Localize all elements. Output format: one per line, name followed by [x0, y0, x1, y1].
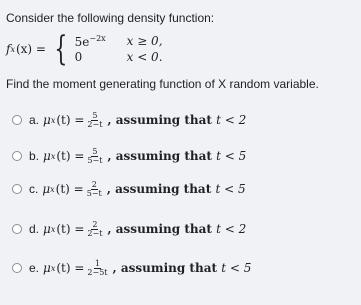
radio-button[interactable] [12, 184, 22, 194]
option-letter: b. [29, 149, 40, 163]
brace-symbol: { [54, 29, 68, 69]
answer-option[interactable] [12, 181, 246, 197]
question-prompt: Find the moment generating function of X random variable. [6, 77, 319, 91]
case1-value: $5e^{-2x}$ [74, 34, 106, 49]
radio-button[interactable] [12, 224, 22, 234]
answer-option[interactable] [12, 112, 246, 128]
option-letter: a. [29, 113, 40, 127]
fraction: $\frac{2}{5-t}$ [86, 179, 102, 198]
fraction: $\frac{5}{5-t}$ [87, 146, 103, 165]
func-subscript: x [10, 44, 15, 54]
question-intro: Consider the following density function: [6, 11, 215, 25]
fraction: $\frac{2}{2-t}$ [87, 219, 103, 238]
answer-option[interactable] [12, 148, 246, 164]
case1-condition: x ≥ 0, [126, 34, 163, 48]
option-assumption: , assuming that t < 2 [107, 113, 247, 127]
func-arg: (x) = [15, 42, 46, 56]
option-letter: d. [29, 222, 40, 236]
option-assumption: , assuming that t < 5 [107, 149, 247, 163]
fraction: $\frac{5}{2-t}$ [87, 110, 103, 129]
radio-button[interactable] [12, 263, 22, 273]
density-function [6, 29, 163, 69]
func-name: f [6, 42, 11, 56]
answer-option[interactable] [12, 260, 251, 276]
answer-option[interactable] [12, 221, 246, 237]
option-letter: c. [29, 182, 39, 196]
option-letter: e. [29, 261, 40, 275]
piecewise-cases [75, 34, 163, 64]
option-formula: μ x (t) = $\frac{2}{2-t}$ [43, 219, 103, 238]
radio-button[interactable] [12, 115, 22, 125]
radio-button[interactable] [12, 151, 22, 161]
option-formula: μ x (t) = $\frac{2}{5-t}$ [42, 179, 102, 198]
case2-value: 0 [74, 50, 83, 64]
option-assumption: , assuming that t < 5 [106, 182, 246, 196]
option-formula: μ x (t) = $\frac{5}{2-t}$ [43, 110, 103, 129]
case2-condition: x < 0. [126, 50, 163, 64]
fraction: $\frac{1}{2-5t}$ [87, 258, 108, 277]
option-formula: μ x (t) = $\frac{1}{2-5t}$ [43, 258, 108, 277]
option-assumption: , assuming that t < 5 [112, 261, 252, 275]
option-formula: μ x (t) = $\frac{5}{5-t}$ [43, 146, 103, 165]
option-assumption: , assuming that t < 2 [107, 222, 247, 236]
